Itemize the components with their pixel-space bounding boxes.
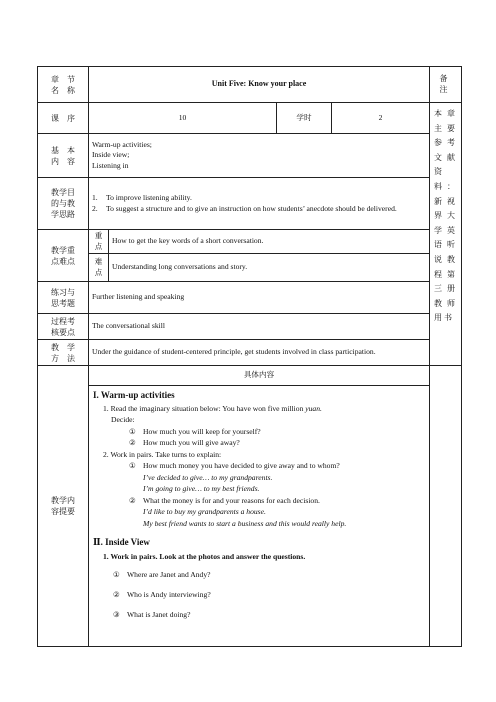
assessment-value: The conversational skill (89, 314, 430, 340)
question-item: ③ What is Janet doing? (113, 609, 191, 619)
example-sentence: I’m going to give… to my best friends. (143, 484, 260, 493)
difficulty-value: Understanding long conversations and story. (109, 254, 430, 282)
example-sentence: I’ve decided to give… to my grandparents. (143, 472, 273, 482)
outline-label: 教学内 容提要 (38, 366, 89, 647)
method-label: 教 学 方 法 (38, 340, 89, 366)
hours-label: 学时 (277, 103, 332, 134)
example-sentence: My best friend wants to start a business and this would really help. (143, 518, 347, 528)
question-item: ② Who is Andy interviewing? (113, 589, 211, 599)
order-value: 10 (89, 103, 277, 134)
specific-content (89, 386, 430, 647)
notes-header: 备 注 (430, 67, 462, 103)
basic-content (89, 134, 430, 178)
lesson-plan-table (37, 66, 462, 647)
assessment-label: 过程考 核要点 (38, 314, 89, 340)
keypoints-label: 教学重 点难点 (38, 230, 89, 282)
references-cell: 本章主要参考文献资料：新视界大学英语听说教程第三册教师用书 (430, 103, 462, 366)
goals-content (89, 178, 430, 230)
inside-view-task: 1. Work in pairs. Look at the photos and answer the questions. (103, 551, 306, 561)
decide-item: ① How much you will keep for yourself? (129, 426, 261, 436)
goal-item: 2. To suggest a structure and to give an instruction on how students’ anecdote should be delivered. (92, 203, 397, 213)
content-line: Inside view; (92, 150, 130, 160)
notes-column-empty (430, 366, 462, 647)
warm-up-item-2: 2. Work in pairs. Take turns to explain: (103, 449, 222, 459)
key-label: 重 点 (89, 230, 109, 254)
hours-value: 2 (332, 103, 430, 134)
exercise-label: 练习与 思考题 (38, 282, 89, 314)
section-warm-up-title: I. Warm-up activities (93, 390, 175, 400)
order-label: 课 序 (38, 103, 89, 134)
example-sentence: I’d like to buy my grandparents a house. (143, 507, 266, 516)
exercise-value: Further listening and speaking (89, 282, 430, 314)
content-label: 基 本 内 容 (38, 134, 89, 178)
decide-item: ② How much you will give away? (129, 438, 240, 447)
goal-item: 1. To improve listening ability. (92, 193, 192, 202)
content-line: Warm-up activities; (92, 139, 152, 149)
specific-content-header: 具体内容 (89, 366, 430, 386)
section-inside-view-title: Ⅱ. Inside View (93, 537, 150, 547)
warm-up-item-1: 1. Read the imaginary situation below: You have won five million yuan. (103, 403, 322, 413)
method-value: Under the guidance of student-centered principle, get students involved in class participation. (89, 340, 430, 366)
content-line: Listening in (92, 160, 129, 170)
chapter-label: 章 节 名 称 (38, 67, 89, 103)
key-value: How to get the key words of a short conversation. (109, 230, 430, 254)
explain-item: ① How much money you have decided to give away and to whom? (129, 461, 340, 470)
decide-label: Decide: (111, 415, 135, 424)
chapter-title: Unit Five: Know your place (89, 67, 430, 103)
difficulty-label: 难 点 (89, 254, 109, 282)
explain-item: ② What the money is for and your reasons for each decision. (129, 495, 320, 505)
question-item: ① Where are Janet and Andy? (113, 569, 211, 579)
goals-label: 教学目 的与教 学思路 (38, 178, 89, 230)
